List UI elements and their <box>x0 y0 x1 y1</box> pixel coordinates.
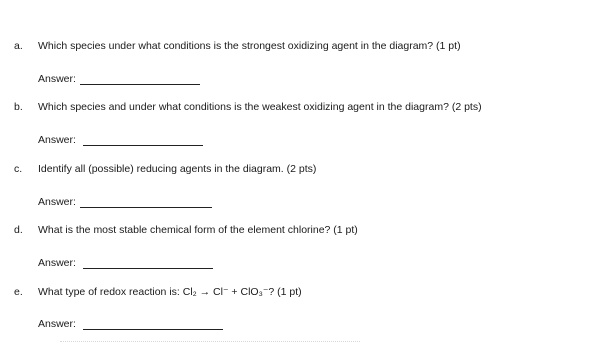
question-letter: b. <box>14 101 23 113</box>
question-text: Identify all (possible) reducing agents in the diagram. (2 pts) <box>38 163 317 175</box>
answer-blank-a[interactable] <box>80 84 200 85</box>
question-letter: e. <box>14 286 23 298</box>
question-text: Which species under what conditions is the strongest oxidizing agent in the diagram? (1 pt) <box>38 40 461 52</box>
answer-blank-d[interactable] <box>83 268 213 269</box>
question-text: What type of redox reaction is: Cl₂ → Cl⁻ + ClO₃⁻? (1 pt) <box>38 286 302 298</box>
answer-blank-e[interactable] <box>83 329 223 330</box>
answer-label: Answer: <box>38 134 76 146</box>
answer-label: Answer: <box>38 257 76 269</box>
question-text: Which species and under what conditions is the weakest oxidizing agent in the diagram? (2 pts) <box>38 101 482 113</box>
question-letter: d. <box>14 224 23 236</box>
answer-blank-b[interactable] <box>83 145 203 146</box>
answer-label: Answer: <box>38 73 76 85</box>
answer-label: Answer: <box>38 318 76 330</box>
answer-label: Answer: <box>38 196 76 208</box>
question-text: What is the most stable chemical form of the element chlorine? (1 pt) <box>38 224 358 236</box>
cut-off-text-line <box>60 341 360 342</box>
question-letter: a. <box>14 40 23 52</box>
question-letter: c. <box>14 163 23 175</box>
answer-blank-c[interactable] <box>80 207 212 208</box>
